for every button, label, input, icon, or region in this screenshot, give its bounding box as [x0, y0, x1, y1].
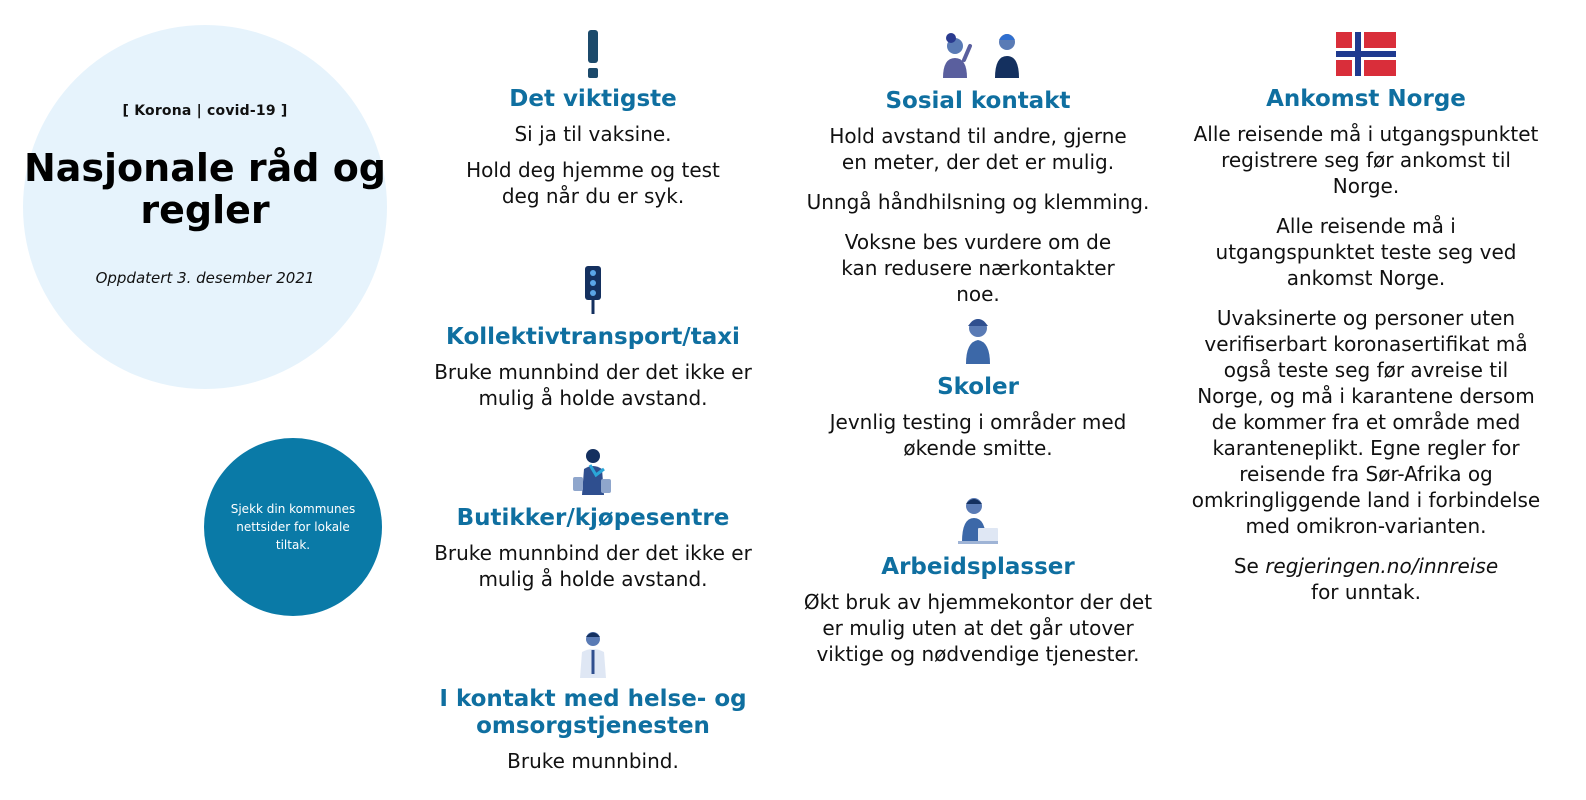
topic-tag: [ Korona | covid-19 ] — [122, 103, 288, 119]
page-title: Nasjonale råd og regler — [23, 146, 387, 232]
section-title: Skoler — [937, 374, 1019, 400]
section-butikker — [415, 447, 771, 592]
section-arbeidsplasser — [800, 496, 1156, 667]
section-text: Jevnlig testing i områder med økende smitte. — [829, 410, 1127, 460]
section-title: Det viktigste — [509, 86, 677, 112]
section-text: Alle reisende må i utgangspunktet teste seg ved ankomst Norge. — [1215, 214, 1517, 290]
section-text: Si ja til vaksine. — [514, 122, 672, 146]
shopper-icon — [570, 447, 616, 497]
local-measures-notice — [204, 438, 382, 616]
section-det-viktigste — [415, 30, 771, 209]
link-prefix: Se — [1233, 554, 1259, 578]
two-people-waving-icon — [918, 30, 1038, 80]
section-skoler — [800, 316, 1156, 461]
section-text: Unngå håndhilsning og klemming. — [806, 190, 1150, 214]
updated-date: Oppdatert 3. desember 2021 — [95, 269, 315, 287]
section-title: Kollektivtransport/taxi — [446, 324, 740, 350]
exclamation-icon — [583, 30, 603, 80]
section-text: Bruke munnbind der det ikke er mulig å holde avstand. — [434, 541, 752, 591]
norway-flag-icon — [1336, 32, 1396, 76]
section-sosial-kontakt — [800, 30, 1156, 307]
intro-circle — [23, 25, 387, 389]
section-text: Hold avstand til andre, gjerne en meter, der det er mulig. — [829, 124, 1127, 174]
section-text: Økt bruk av hjemmekontor der det er mulig uten at det går utover viktige og nødvendige tjenester. — [803, 590, 1153, 666]
section-text: Uvaksinerte og personer uten verifiserbart koronasertifikat må også teste seg før avreise til Norge, og må i karantene dersom de kommer fra et område med karanteneplikt. Egne regler for reisende fra Sør-Afrika og omkringliggende land i forbindelse med omikron-varianten. — [1191, 306, 1541, 538]
doctor-icon — [578, 630, 608, 678]
section-helse — [415, 630, 771, 774]
person-at-laptop-icon — [956, 496, 1000, 544]
student-icon — [961, 316, 995, 364]
section-text: Alle reisende må i utgangspunktet registrere seg før ankomst til Norge. — [1193, 122, 1539, 198]
section-ankomst-norge — [1180, 32, 1552, 605]
link-suffix: for unntak. — [1311, 580, 1421, 604]
section-title: Ankomst Norge — [1266, 86, 1466, 112]
regjeringen-link[interactable]: regjeringen.no/innreise — [1265, 554, 1499, 578]
local-measures-text: Sjekk din kommunes nettsider for lokale tiltak. — [230, 502, 356, 552]
section-text: Bruke munnbind. — [507, 749, 679, 773]
traffic-light-icon — [583, 266, 603, 314]
section-title: Arbeidsplasser — [881, 554, 1075, 580]
section-title: I kontakt med helse- og omsorgstjenesten — [439, 686, 747, 739]
section-text: Hold deg hjemme og test deg når du er syk. — [466, 158, 720, 208]
section-link-text — [1180, 553, 1552, 605]
section-title: Sosial kontakt — [885, 88, 1071, 114]
section-kollektivtransport — [415, 266, 771, 411]
section-text: Bruke munnbind der det ikke er mulig å holde avstand. — [434, 360, 752, 410]
section-title: Butikker/kjøpesentre — [456, 505, 730, 531]
section-text: Voksne bes vurdere om de kan redusere nærkontakter noe. — [841, 230, 1115, 306]
